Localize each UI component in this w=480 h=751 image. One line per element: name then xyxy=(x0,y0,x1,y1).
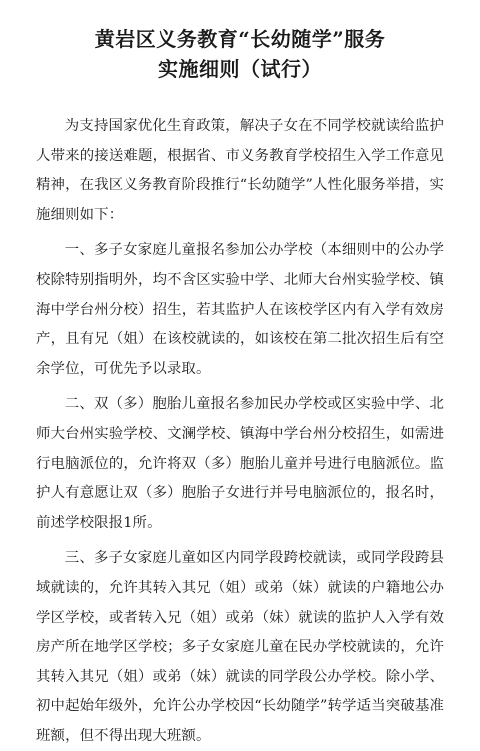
paragraph-item-3: 三、多子女家庭儿童如区内同学段跨校就读，或同学段跨县域就读的，允许其转入其兄（姐）或弟（妹）就读的户籍地公办学区学校，或者转入兄（姐）或弟（妹）就读的监护人入学有效房产所在地学区学校；多子女家庭儿童在民办学校就读的，允许其转入其兄（姐）或弟（妹）就读的同学段公办学校。除小学、初中起始年级外，允许公办学校因“长幼随学”转学适当突破基准班额，但不得出现大班额。 xyxy=(36,550,444,744)
paragraph-item-1: 一、多子女家庭儿童报名参加公办学校（本细则中的公办学校除特别指明外，均不含区实验中学、北师大台州实验学校、镇海中学台州分校）招生，若其监护人在该校学区内有入学有效房产，且有兄（姐）在该校就读的，如该校在第二批次招生后有空余学位，可优先予以录取。 xyxy=(36,242,444,377)
paragraph-item-2: 二、双（多）胞胎儿童报名参加民办学校或区实验中学、北师大台州实验学校、文澜学校、镇海中学台州分校招生，如需进行电脑派位的，允许将双（多）胞胎儿童并号进行电脑派位。监护人有意愿让双（多）胞胎子女进行并号电脑派位的，报名时，前述学校限报1所。 xyxy=(36,396,444,531)
title-line-2: 实施细则（试行） xyxy=(158,57,322,81)
document-title xyxy=(36,24,444,84)
paragraph-intro: 为支持国家优化生育政策，解决子女在不同学校就读给监护人带来的接送难题，根据省、市义务教育学校招生入学工作意见精神，在我区义务教育阶段推行“长幼随学”人性化服务举措，实施细则如下： xyxy=(36,118,444,223)
title-line-1: 黄岩区义务教育“长幼随学”服务 xyxy=(94,27,386,51)
document-body xyxy=(36,112,444,751)
